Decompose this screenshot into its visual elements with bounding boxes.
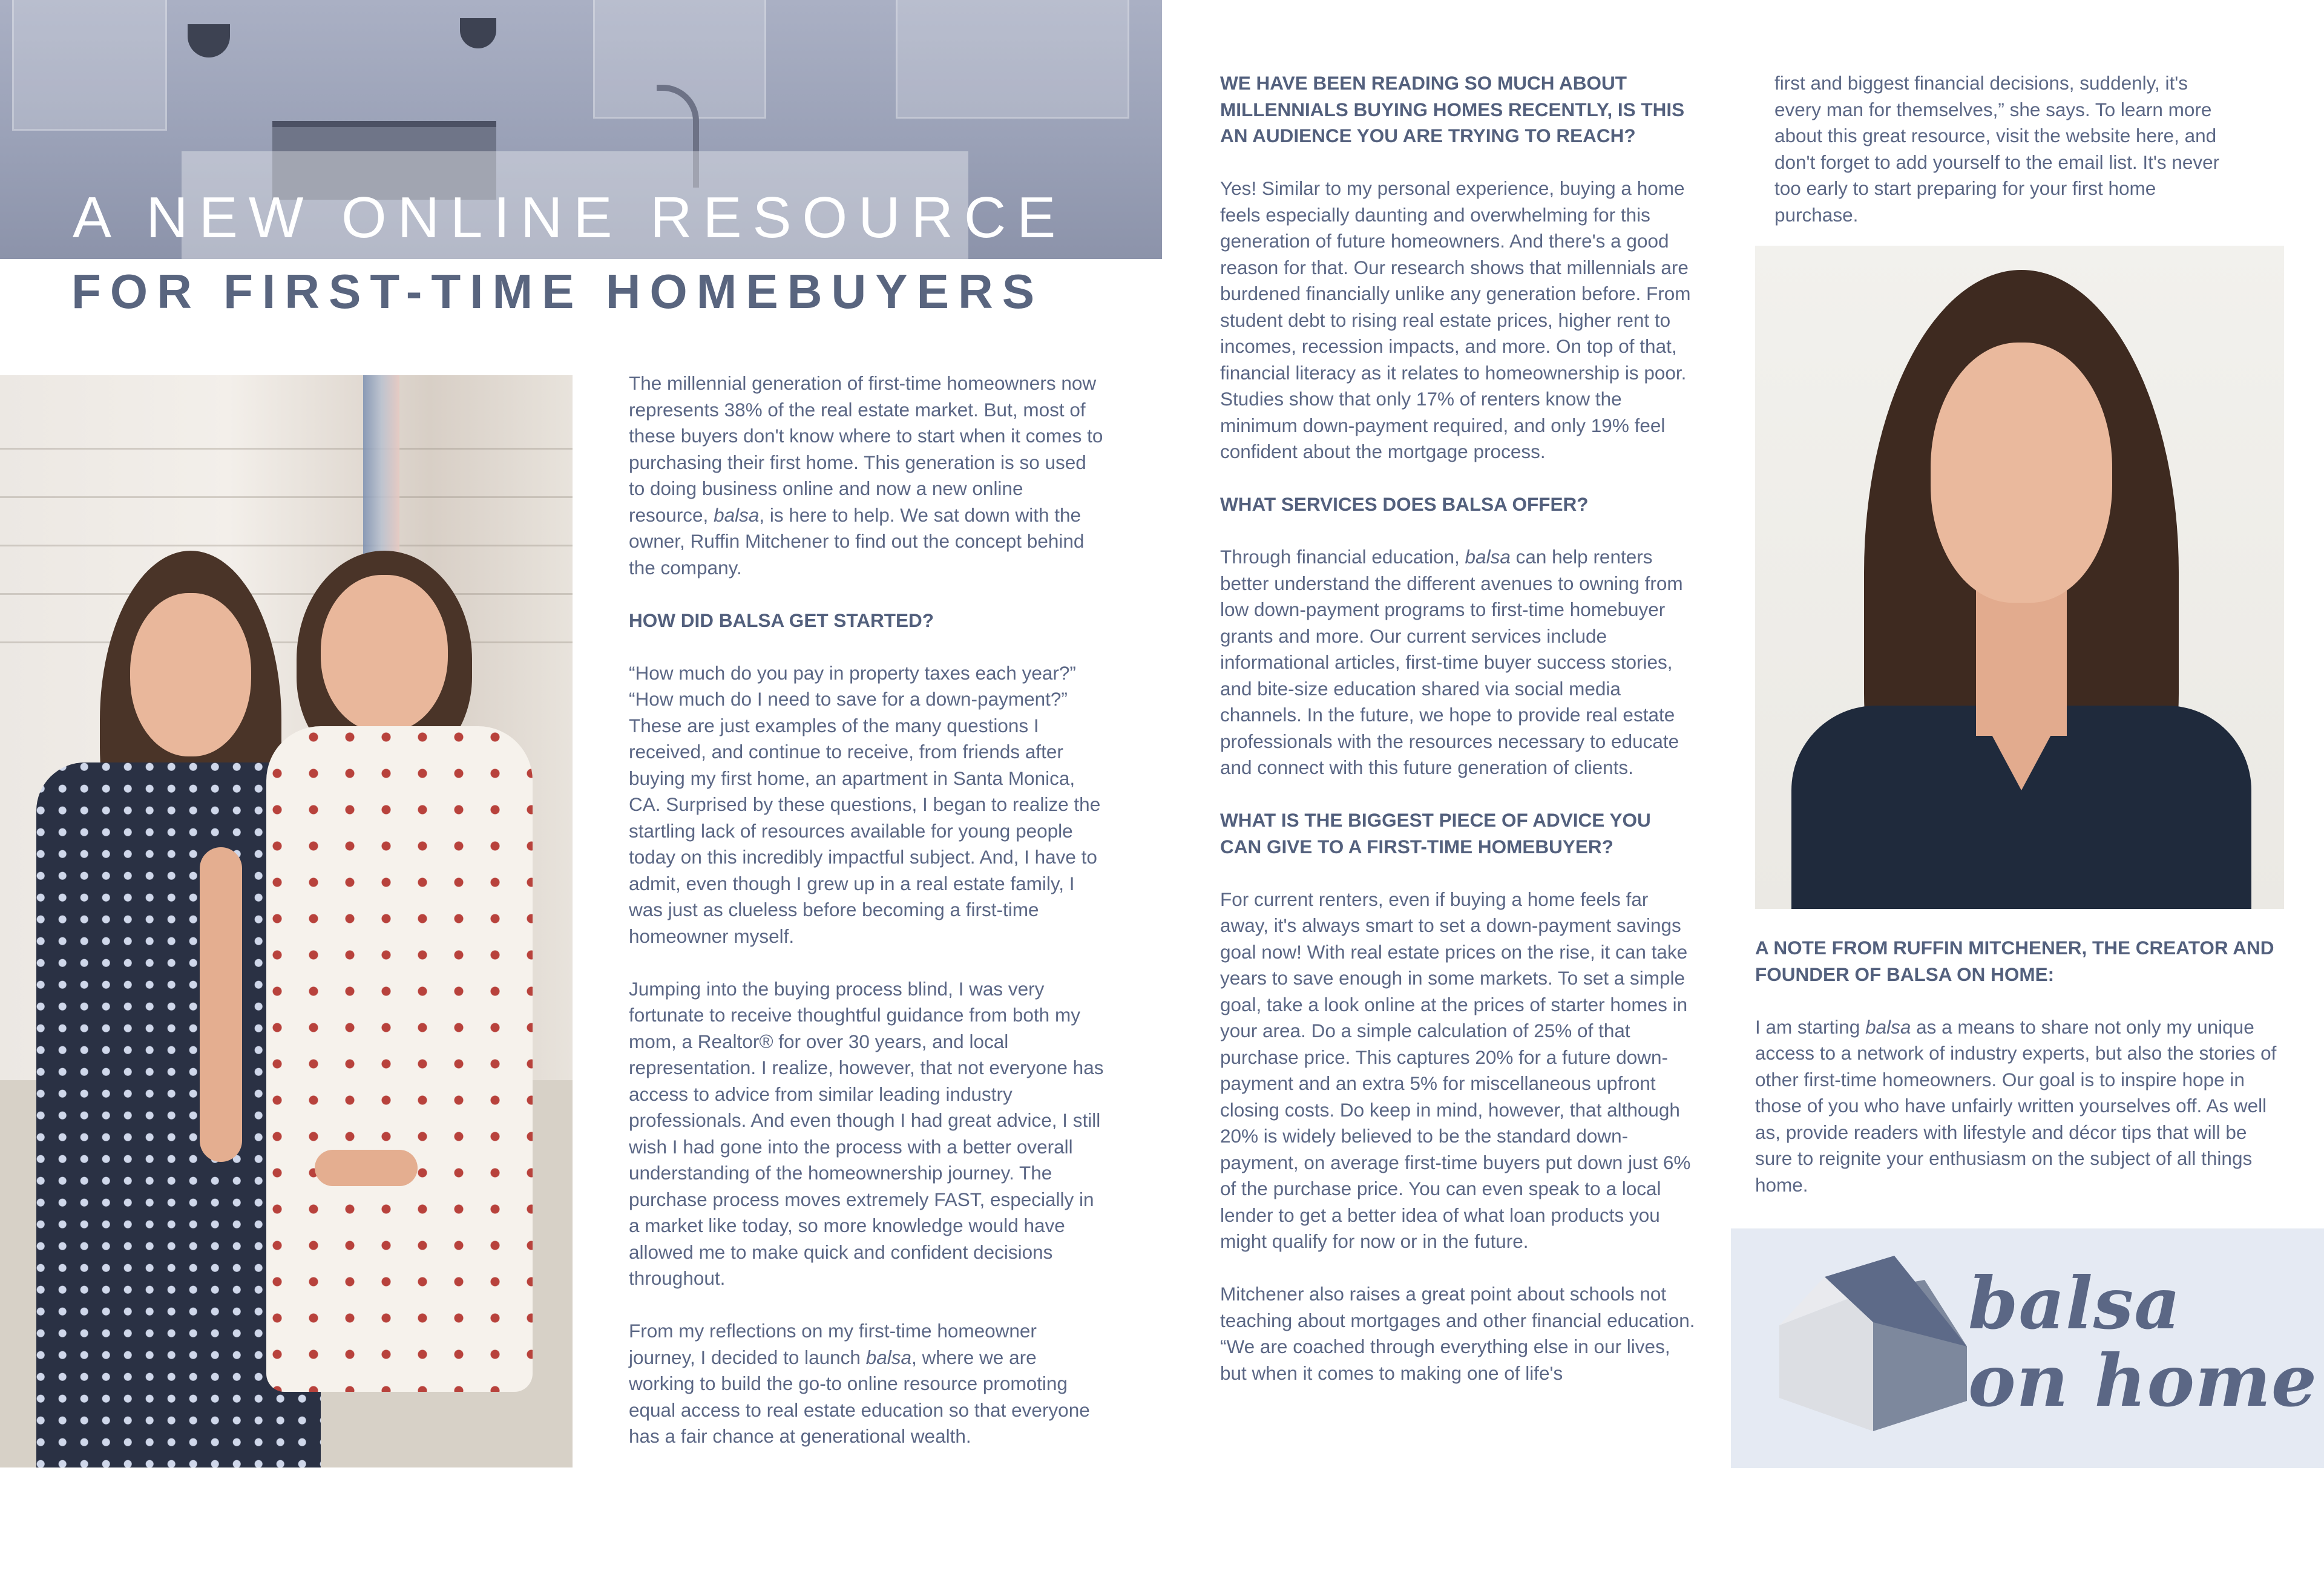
brand-name: balsa bbox=[865, 1346, 911, 1368]
brand-name: balsa bbox=[1865, 1015, 1911, 1038]
answer-paragraph: Through financial education, balsa can help renters better understand the different avenues to owning from low down-payment programs to first-time homebuyer grants and more. Our current services include informational articles, first-time buyer success stories, and bite-size education shared via social media channels. In the future, we hope to provide real estate professionals with the resources necessary to educate and connect with this future generation of clients. bbox=[1220, 546, 1683, 778]
headline-line-2: FOR FIRST-TIME HOMEBUYERS bbox=[71, 264, 1044, 318]
answer-paragraph: Mitchener also raises a great point about schools not teaching about mortgages and other financial education. “We are coached through everything else in our lives, but when it comes to making one of life's bbox=[1220, 1283, 1695, 1384]
answer-paragraph: For current renters, even if buying a home feels far away, it's always smart to set a down-payment savings goal now! With real estate prices on the rise, it can take years to save enough in some markets. To set a simple goal, take a look online at the prices of starter homes in your area. Do a simple calculation of 25% of that purchase price. This captures 20% for a future down-payment and an extra 5% for miscellaneous upfront closing costs. Do keep in mind, however, that although 20% is widely believed to be the standard down-payment, on average first-time buyers put down just 6% of the purchase price. You can even speak to a local lender to get a better idea of what loan products you might qualify for now or in the future. bbox=[1220, 888, 1691, 1252]
answer-paragraph: Jumping into the buying process blind, I was very fortunate to receive thoughtful guidance from both my mom, a Realtor® for over 30 years, and local representation. I realize, however, that not everyone has access to advice from similar leading industry professionals. And even though I had great advice, I still wish I had gone into the process with a better overall understanding of the homeownership journey. The purchase process moves extremely FAST, especially in a market like today, so more knowledge would have allowed me to make quick and confident decisions throughout. bbox=[629, 977, 1104, 1289]
portrait-ruffin-mitchener bbox=[1755, 246, 2284, 909]
article-column-2 bbox=[1220, 70, 1695, 1413]
founder-note bbox=[1755, 935, 2288, 1225]
intro-paragraph: The millennial generation of first-time homeowners now represents 38% of the real estate market. But, most of these buyers don't know where to start when it comes to purchasing their first home. This generation is so used to doing business online and now a new online resource, balsa, is here to help. We sat down with the owner, Ruffin Mitchener to find out the concept behind the company. bbox=[629, 372, 1103, 579]
note-heading: A NOTE FROM RUFFIN MITCHENER, THE CREATOR AND FOUNDER OF BALSA ON HOME: bbox=[1755, 937, 2274, 985]
photo-mother-daughter bbox=[0, 375, 573, 1467]
house-icon bbox=[1767, 1256, 1973, 1437]
answer-paragraph: first and biggest financial decisions, suddenly, it's every man for themselves,” she says. To learn more about this great resource, visit the website here, and don't forget to add yourself to the email list. It's never too early to start preparing for your first home purchase. bbox=[1774, 72, 2220, 226]
article-column-1 bbox=[629, 370, 1104, 1476]
brand-name: balsa bbox=[714, 503, 760, 526]
article-column-3-top bbox=[1774, 70, 2234, 255]
question-heading: HOW DID BALSA GET STARTED? bbox=[629, 609, 934, 631]
question-heading: WHAT IS THE BIGGEST PIECE OF ADVICE YOU CAN GIVE TO A FIRST-TIME HOMEBUYER? bbox=[1220, 809, 1651, 858]
balsa-logo-wordmark: balsa on home bbox=[1968, 1261, 2318, 1423]
headline-line-1: A NEW ONLINE RESOURCE bbox=[73, 185, 1067, 250]
question-heading: WE HAVE BEEN READING SO MUCH ABOUT MILLENNIALS BUYING HOMES RECENTLY, IS THIS AN AUDIENCE YOU ARE TRYING TO REACH? bbox=[1220, 72, 1685, 146]
balsa-logo-box bbox=[1731, 1228, 2324, 1468]
answer-paragraph: “How much do you pay in property taxes each year?” “How much do I need to save for a down-payment?” These are just examples of the many questions I received, and continue to receive, from friends after buying my first home, an apartment in Santa Monica, CA. Surprised by these questions, I began to realize the startling lack of resources available for young people today on this incredibly impactful subject. And, I have to admit, even though I grew up in a real estate family, I was just as clueless before becoming a first-time homeowner myself. bbox=[629, 661, 1101, 947]
answer-paragraph: From my reflections on my first-time homeowner journey, I decided to launch balsa, where we are working to build the go-to online resource promoting equal access to real estate education so that everyone has a fair chance at generational wealth. bbox=[629, 1320, 1090, 1447]
brand-name: balsa bbox=[1465, 546, 1511, 568]
note-paragraph: I am starting balsa as a means to share not only my unique access to a network of industry experts, but also the stories of other first-time homeowners. Our goal is to inspire hope in those of you who have unfairly written yourselves off. As well as, provide readers with lifestyle and décor tips that will be sure to reignite your enthusiasm on the subject of all things home. bbox=[1755, 1015, 2277, 1196]
answer-paragraph: Yes! Similar to my personal experience, buying a home feels especially daunting and overwhelming for this generation of future homeowners. And there's a good reason for that. Our research shows that millennials are burdened financially unlike any generation before. From student debt to rising real estate prices, higher rent to incomes, recession impacts, and more. On top of that, financial literacy as it relates to homeownership is poor. Studies show that only 17% of renters know the minimum down-payment required, and only 19% feel confident about the mortgage process. bbox=[1220, 177, 1691, 462]
question-heading: WHAT SERVICES DOES BALSA OFFER? bbox=[1220, 493, 1589, 515]
